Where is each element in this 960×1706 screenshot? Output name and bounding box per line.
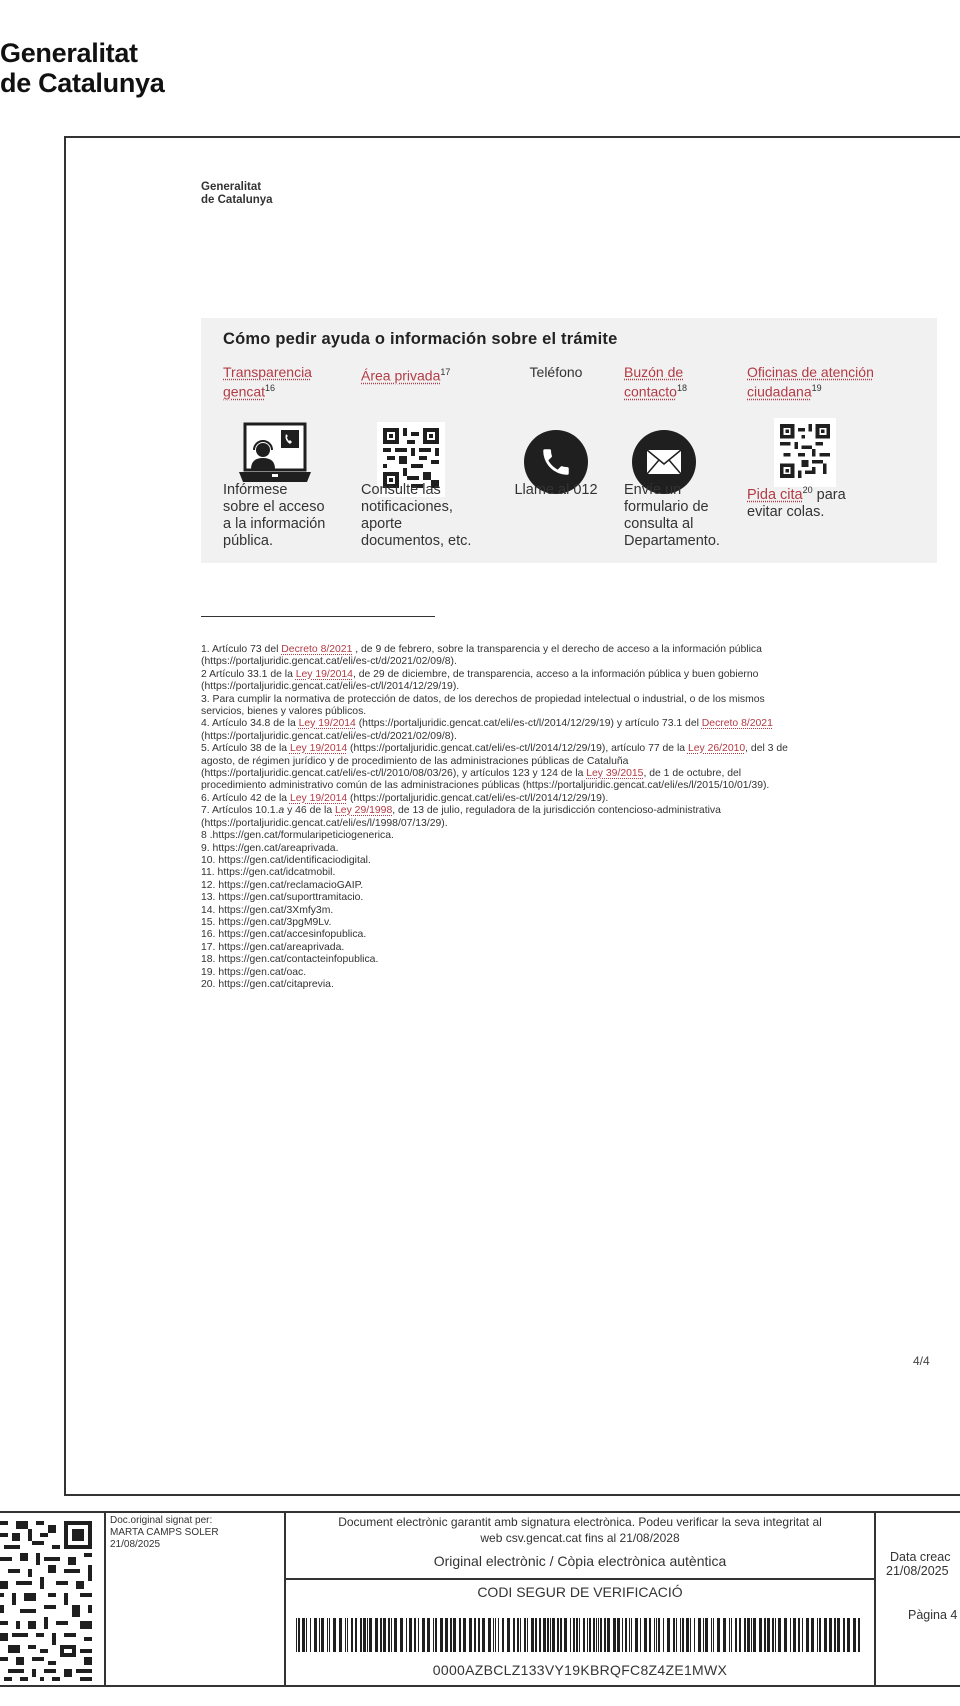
signer-info [106,1513,286,1685]
footnote-line: 8 .https://gen.cat/formularipeticiogenerica. [201,830,394,842]
qr-code-icon[interactable] [774,418,836,487]
footnote-line: (https://portaljuridic.gencat.cat/eli/es-ct/l/2014/12/29/19). [201,681,460,693]
help-column-buzon [624,364,744,549]
help-description: Consulte las notificaciones, aporte documentos, etc. [361,482,472,549]
footnote-line: 13. https://gen.cat/suporttramitacio. [201,892,364,904]
pida-cita-link[interactable]: Pida cita [747,486,803,503]
csv-title: CODI SEGUR DE VERIFICACIÓ [477,1584,683,1600]
barcode [296,1618,864,1652]
help-column-telefono [491,364,621,498]
help-title: Cómo pedir ayuda o información sobre el trámite [223,330,618,348]
help-column-area-privada [361,364,491,549]
footnote-line: 19. https://gen.cat/oac. [201,966,307,978]
footnote-line: 11. https://gen.cat/idcatmobil. [201,867,336,879]
page-number: 4/4 [913,1354,930,1368]
logo-line-2: de Catalunya [0,68,165,98]
buzon-contacto-link[interactable]: Buzón de contacto [624,364,684,400]
footnote-line: (https://portaljuridic.gencat.cat/eli/es/l/1998/07/13/29). [201,817,448,829]
law-link[interactable]: Ley 19/2014 [295,668,353,680]
creation-date: 21/08/2025 [886,1564,949,1578]
footnote-ref: 16 [265,383,276,393]
footnote-line: procedimiento administrativo común de las administraciones públicas (https://portaljuridic.gencat.cat/eli/es/l/2015/10/01/39). [201,780,770,792]
support-agent-icon [239,422,311,487]
footnote-line: 2 Artículo 33.1 de la Ley 19/2014, de 29 de diciembre, de transparencia, acceso a la información pública y buen gobierno [201,668,759,680]
footnote-line: 9. https://gen.cat/areaprivada. [201,842,339,854]
footnote-line: 16. https://gen.cat/accesinfopublica. [201,929,367,941]
footnote-line: (https://portaljuridic.gencat.cat/eli/es-ct/d/2021/02/09/8). [201,656,457,668]
footnote-line: 3. Para cumplir la normativa de protección de datos, de los derechos de propiedad intelectual o industrial, o de los mismos [201,693,765,705]
footnote-line: 10. https://gen.cat/identificaciodigital. [201,854,371,866]
footnote-line: 20. https://gen.cat/citaprevia. [201,978,334,990]
footnote-line: 6. Artículo 42 de la Ley 19/2014 (https://portaljuridic.gencat.cat/eli/es-ct/l/2014/12/29/19). [201,792,609,804]
law-link[interactable]: Ley 39/2015 [586,768,644,780]
law-link[interactable]: Ley 29/1998 [335,805,393,817]
oficinas-link[interactable]: Oficinas de atención ciudadana [747,364,874,400]
help-description: Pida cita$^{20}$ para evitar colas. [747,485,846,520]
page-logo-line-1: Generalitat [201,181,262,193]
page-logo [201,181,273,207]
logo-line-1: Generalitat [0,38,138,68]
footnote-line: 4. Artículo 34.8 de la Ley 19/2014 (https://portaljuridic.gencat.cat/eli/es-ct/l/2014/12/29/19) y artículo 73.1 del Decreto 8/2021 [201,718,773,730]
footnote-line: 14. https://gen.cat/3Xmfy3m. [201,904,334,916]
footnote-line: 15. https://gen.cat/3pgM9Lv. [201,916,332,928]
law-link[interactable]: Decreto 8/2021 [701,718,773,730]
telefono-label: Teléfono [529,364,583,380]
footnote-separator [201,616,435,617]
law-link[interactable]: Ley 19/2014 [289,743,348,755]
law-link[interactable]: Decreto 8/2021 [281,644,353,655]
signature-footer [0,1511,960,1687]
law-link[interactable]: Ley 19/2014 [289,792,348,804]
guarantee-text: Document electrònic garantit amb signatura electrònica. Podeu verificar la seva integritat al web csv.gencat.cat fins al 21/08/2028 Original electrònic / Còpia electrònica autèntica [286,1513,874,1580]
law-link[interactable]: Ley 19/2014 [298,718,356,730]
footnote-line: 1. Artículo 73 del Decreto 8/2021 , de 9 de febrero, sobre la transparencia y el derecho de acceso a la información pública [201,644,762,655]
csv-code: 0000AZBCLZ133VY19KBRQFC8Z4ZE1MWX [432,1662,728,1678]
area-privada-link[interactable]: Área privada [361,367,441,384]
footnote-line: 12. https://gen.cat/reclamacioGAIP. [201,879,364,891]
footnote-line: 18. https://gen.cat/contacteinfopublica. [201,954,379,966]
footnote-line: (https://portaljuridic.gencat.cat/eli/es-ct/d/2021/02/09/8). [201,730,457,742]
footnote-ref: 17 [440,367,451,377]
footnote-ref: 18 [676,383,687,393]
original-label: Original electrònic / Còpia electrònica autèntica [433,1553,727,1569]
verification-info [286,1513,876,1685]
transparencia-link[interactable]: Transparencia gencat [223,364,312,400]
csv-section [286,1580,874,1685]
creation-label: Data creac [890,1550,951,1564]
signed-date: 21/08/2025 [110,1539,161,1550]
help-description: Llame al 012 [514,482,598,498]
footnotes [201,644,941,991]
verification-qr[interactable] [0,1513,106,1685]
law-link[interactable]: Ley 26/2010 [687,743,746,755]
help-column-transparencia [223,364,353,549]
footnote-ref: 19 [811,383,822,393]
page-label: Pàgina 4 [908,1608,958,1622]
signed-by-label: Doc.original signat per: [110,1515,213,1526]
creation-info [876,1513,960,1685]
help-info-box [201,318,937,563]
footnote-line: 17. https://gen.cat/areaprivada. [201,941,345,953]
help-column-oficinas [747,364,937,520]
generalitat-logo [0,38,164,98]
help-description: Envíe un formulario de consulta al Departamento. [624,482,720,549]
footnote-line: 5. Artículo 38 de la Ley 19/2014 (https://portaljuridic.gencat.cat/eli/es-ct/l/2014/12/29/19), artículo 77 de la Ley 26/2010, del 3 de [201,743,788,755]
footnote-line: 7. Artículos 10.1.a y 46 de la Ley 29/1998, de 13 de julio, reguladora de la jurisdicción contencioso-administrativa [201,805,721,817]
footnote-line: agosto, de régimen jurídico y de procedimiento de las administraciones públicas de Cataluña [201,755,629,767]
footnote-line: (https://portaljuridic.gencat.cat/eli/es-ct/l/2010/08/03/26), y artículos 123 y 124 de la Ley 39/2015, de 1 de octubre, del [201,768,742,780]
footnote-line: servicios, bienes y valores públicos. [201,706,367,718]
help-description: Infórmese sobre el acceso a la información pública. [223,482,326,549]
signer-name: MARTA CAMPS SOLER [110,1527,219,1538]
page-logo-line-2: de Catalunya [201,194,273,206]
